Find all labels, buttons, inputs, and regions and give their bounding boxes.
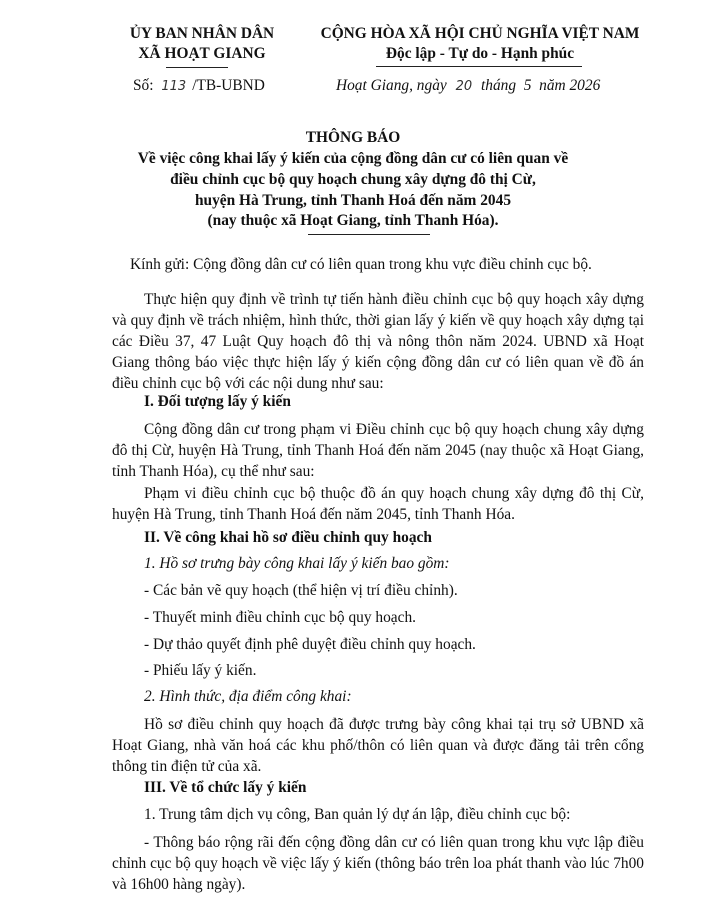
title-underline	[308, 234, 430, 235]
section-2-heading: II. Về công khai hồ sơ điều chỉnh quy hoạch	[144, 529, 432, 546]
national-motto: Độc lập - Tự do - Hạnh phúc	[385, 45, 575, 62]
section-3-heading: III. Về tổ chức lấy ý kiến	[144, 779, 307, 796]
document-title: THÔNG BÁO	[305, 129, 401, 146]
title-subject-line2: điều chỉnh cục bộ quy hoạch chung xây dựng đô thị Cừ,	[170, 171, 536, 188]
date-day: 20	[455, 79, 473, 94]
country-name: CỘNG HÒA XÃ HỘI CHỦ NGHĨA VIỆT NAM	[320, 25, 640, 42]
title-subject-line3: huyện Hà Trung, tỉnh Thanh Hoá đến năm 2045	[194, 192, 512, 209]
number-prefix: Số:	[133, 77, 154, 94]
number-value: 113	[161, 79, 187, 94]
section-1-heading: I. Đối tượng lấy ý kiến	[144, 393, 291, 410]
org-name-line1: ỦY BAN NHÂN DÂN	[129, 25, 275, 42]
section-1-paragraph-1: Cộng đồng dân cư trong phạm vi Điều chỉnh cục bộ quy hoạch chung xây dựng đô thị Cừ, huyện Hà Trung, tỉnh Thanh Hoá đến năm 2045 (nay thuộc xã Hoạt Giang, tỉnh Thanh Hóa), cụ thể như sau:	[112, 421, 644, 480]
number-suffix: /TB-UBND	[192, 77, 265, 94]
recipient-line: Kính gửi: Cộng đồng dân cư có liên quan trong khu vực điều chỉnh cục bộ.	[130, 256, 592, 273]
org-name-line2: XÃ HOẠT GIANG	[138, 45, 266, 62]
section-1-paragraph-2: Phạm vi điều chỉnh cục bộ thuộc đồ án quy hoạch chung xây dựng đô thị Cừ, huyện Hà Trung, tỉnh Thanh Hoá đến năm 2045, tỉnh Thanh Hóa.	[112, 485, 644, 523]
title-subject-line4: (nay thuộc xã Hoạt Giang, tỉnh Thanh Hóa).	[207, 212, 499, 229]
list-item: - Phiếu lấy ý kiến.	[144, 662, 257, 679]
motto-underline	[376, 66, 582, 67]
section-3-paragraph: - Thông báo rộng rãi đến cộng đồng dân cư có liên quan trong khu vực lập điều chỉnh cục bộ quy hoạch về việc lấy ý kiến (thông báo trên loa phát thanh vào lúc 7h00 và 16h00 hàng ngày).	[112, 834, 644, 893]
section-2-subheading-2: 2. Hình thức, địa điểm công khai:	[144, 688, 352, 705]
org-underline	[166, 67, 228, 68]
document-number	[133, 77, 265, 95]
list-item: - Thuyết minh điều chỉnh cục bộ quy hoạch.	[144, 609, 416, 626]
section-3-item-1: 1. Trung tâm dịch vụ công, Ban quản lý dự án lập, điều chỉnh cục bộ:	[144, 806, 571, 823]
list-item: - Các bản vẽ quy hoạch (thể hiện vị trí điều chỉnh).	[144, 582, 458, 599]
date-place: Hoạt Giang, ngày	[336, 77, 447, 94]
title-subject-line1: Về việc công khai lấy ý kiến của cộng đồng dân cư có liên quan về	[137, 150, 569, 167]
list-item: - Dự thảo quyết định phê duyệt điều chỉnh quy hoạch.	[144, 636, 476, 653]
intro-paragraph: Thực hiện quy định về trình tự tiến hành điều chỉnh cục bộ quy hoạch xây dựng và quy định về trách nhiệm, hình thức, thời gian lấy ý kiến về quy hoạch xây dựng tại các Điều 37, 47 Luật Quy hoạch đô thị và nông thôn năm 2024. UBND xã Hoạt Giang thông báo việc thực hiện lấy ý kiến cộng đồng dân cư có liên quan về đồ án điều chỉnh cục bộ với các nội dung như sau:	[112, 291, 644, 392]
date-rest: tháng 5 năm 2026	[480, 77, 601, 94]
document-date	[336, 77, 600, 95]
section-2-subheading-1: 1. Hồ sơ trưng bày công khai lấy ý kiến bao gồm:	[144, 555, 450, 572]
section-2-paragraph: Hồ sơ điều chỉnh quy hoạch đã được trưng bày công khai tại trụ sở UBND xã Hoạt Giang, nhà văn hoá các khu phố/thôn có liên quan và được đăng tải trên cổng thông tin điện tử của xã.	[112, 716, 644, 775]
